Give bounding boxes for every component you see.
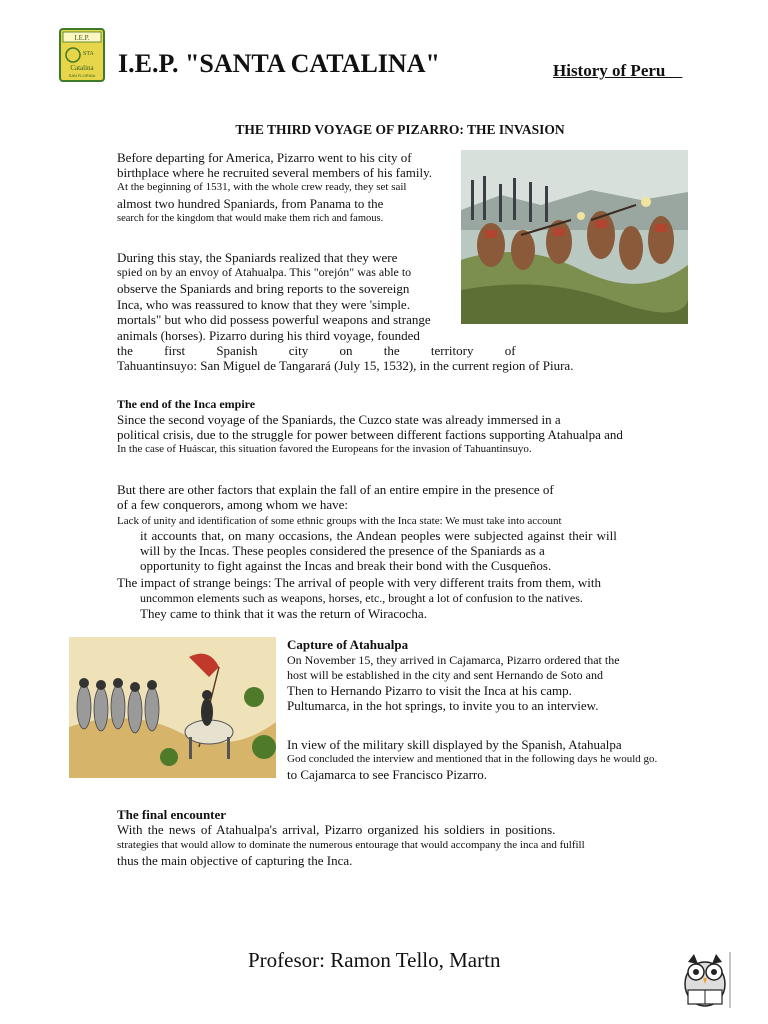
section-heading: The end of the Inca empire (117, 397, 256, 411)
paragraph-line: observe the Spaniards and bring reports to the sovereign (117, 281, 410, 296)
bullet-line: uncommon elements such as weapons, horses, etc., brought a lot of confusion to the natives. (140, 591, 583, 605)
paragraph-line: Before departing for America, Pizarro went to his city of (117, 150, 412, 165)
paragraph-line: God concluded the interview and mentioned that in the following days he would go. (287, 753, 658, 765)
logo-text-sta: STA (83, 51, 94, 57)
section-heading: The final encounter (117, 807, 227, 822)
logo-text-iep: I.E.P. (74, 34, 90, 42)
paragraph-line: In view of the military skill displayed by the Spanish, Atahualpa (287, 737, 622, 752)
paragraph-line: Since the second voyage of the Spaniards, the Cuzco state was already immersed in a (117, 412, 561, 427)
bullet-item: The impact of strange beings: The arrival of people with very different traits from them, with (117, 575, 601, 590)
paragraph-line: political crisis, due to the struggle for power between different factions supporting Atahualpa and (117, 427, 623, 442)
paragraph-line: Then to Hernando Pizarro to visit the Inca at his camp. (287, 683, 572, 698)
paragraph-line: the first Spanish city on the territory of (117, 343, 516, 358)
paragraph-line: strategies that would allow to dominate the numerous entourage that would accompany the inca and fulfill (117, 839, 585, 851)
logo-text-catalina: Catalina (70, 64, 94, 72)
subject-title: History of Peru (553, 61, 683, 80)
owl-reading-icon (676, 950, 734, 1010)
paragraph-line: With the news of Atahualpa's arrival, Pizarro organized his soldiers in positions. (117, 822, 556, 837)
paragraph-line: search for the kingdom that would make them rich and famous. (117, 213, 384, 224)
paragraph-line: almost two hundred Spaniards, from Panama to the (117, 196, 384, 211)
paragraph-line: birthplace where he recruited several members of his family. (117, 165, 432, 180)
battle-illustration (461, 150, 688, 324)
document-title: THE THIRD VOYAGE OF PIZARRO: THE INVASION (235, 122, 565, 137)
paragraph-line: to Cajamarca to see Francisco Pizarro. (287, 767, 487, 782)
paragraph-line: animals (horses). Pizarro during his third voyage, founded (117, 328, 420, 343)
paragraph-line: Tahuantinsuyo: San Miguel de Tangarará (July 15, 1532), in the current region of Piura. (117, 358, 574, 373)
paragraph-line: mortals" but who did possess powerful weapons and strange (117, 312, 431, 327)
paragraph-line: On November 15, they arrived in Cajamarca, Pizarro ordered that the (287, 653, 620, 667)
school-name: I.E.P. "SANTA CATALINA" (118, 49, 440, 78)
paragraph-line: of a few conquerors, among whom we have: (117, 497, 349, 512)
section-heading: Capture of Atahualpa (287, 637, 409, 652)
bullet-item: Lack of unity and identification of some ethnic groups with the Inca state: We must take into account (117, 515, 562, 527)
paragraph-line: spied on by an envoy of Atahualpa. This "orejón" was able to (117, 265, 412, 279)
paragraph-line: thus the main objective of capturing the Inca. (117, 853, 353, 868)
logo-text-motto: SAN FLORIDA (68, 73, 96, 78)
teacher-name: Profesor: Ramon Tello, Martn (248, 948, 501, 972)
school-logo (59, 28, 105, 82)
paragraph-line: During this stay, the Spaniards realized that they were (117, 250, 398, 265)
bullet-line: opportunity to fight against the Incas and break their bond with the Cusqueños. (140, 558, 552, 573)
paragraph-line: But there are other factors that explain the fall of an entire empire in the presence of (117, 482, 554, 497)
paragraph-line: host will be established in the city and sent Hernando de Soto and (287, 668, 603, 682)
paragraph-line: Inca, who was reassured to know that they were 'simple. (117, 297, 410, 312)
paragraph-line: At the beginning of 1531, with the whole crew ready, they set sail (117, 181, 407, 193)
paragraph-line: In the case of Huáscar, this situation favored the Europeans for the invasion of Tahuantinsuyo. (117, 443, 532, 455)
bullet-line: will by the Incas. These peoples considered the presence of the Spaniards as a (140, 543, 545, 558)
paragraph-line: Pultumarca, in the hot springs, to invite you to an interview. (287, 698, 599, 713)
bullet-line: They came to think that it was the return of Wiracocha. (140, 606, 427, 621)
bullet-line: it accounts that, on many occasions, the Andean peoples were subjected against their will (140, 528, 617, 543)
capture-illustration (69, 637, 276, 778)
